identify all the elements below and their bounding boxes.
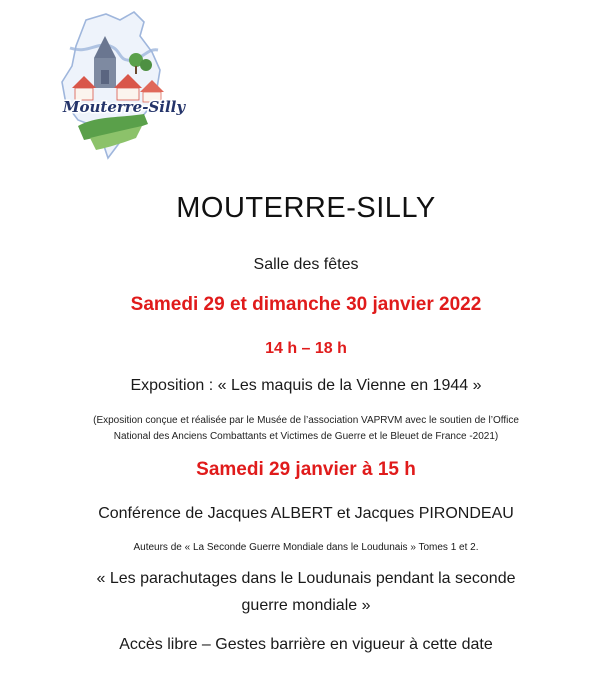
logo-text: Mouterre-Silly [62,98,186,116]
exhibition-title: Exposition : « Les maquis de la Vienne en 1944 » [130,377,482,394]
page-title: MOUTERRE-SILLY [176,192,436,224]
exhibition-note-line: (Exposition conçue et réalisée par le Musée de l’association VAPRVM avec le soutien de l’Office [93,415,519,426]
talk-title-line: « Les parachutages dans le Loudunais pendant la seconde [96,570,516,587]
exhibition-note-line: National des Anciens Combattants et Victimes de Guerre et le Bleuet de France -2021) [113,431,499,442]
venue-text: Salle des fêtes [253,256,359,273]
event-hours: 14 h – 18 h [265,340,347,357]
mouterre-silly-logo [48,8,198,168]
event-dates: Samedi 29 et dimanche 30 janvier 2022 [130,294,482,315]
tree-icon [140,59,152,71]
access-info: Accès libre – Gestes barrière en vigueur à cette date [119,636,493,653]
conference-date: Samedi 29 janvier à 15 h [196,459,416,480]
conference-speakers: Conférence de Jacques ALBERT et Jacques PIRONDEAU [98,505,514,522]
talk-title-line: guerre mondiale » [241,597,371,614]
authors-note: Auteurs de « La Seconde Guerre Mondiale dans le Loudunais » Tomes 1 et 2. [133,542,479,553]
